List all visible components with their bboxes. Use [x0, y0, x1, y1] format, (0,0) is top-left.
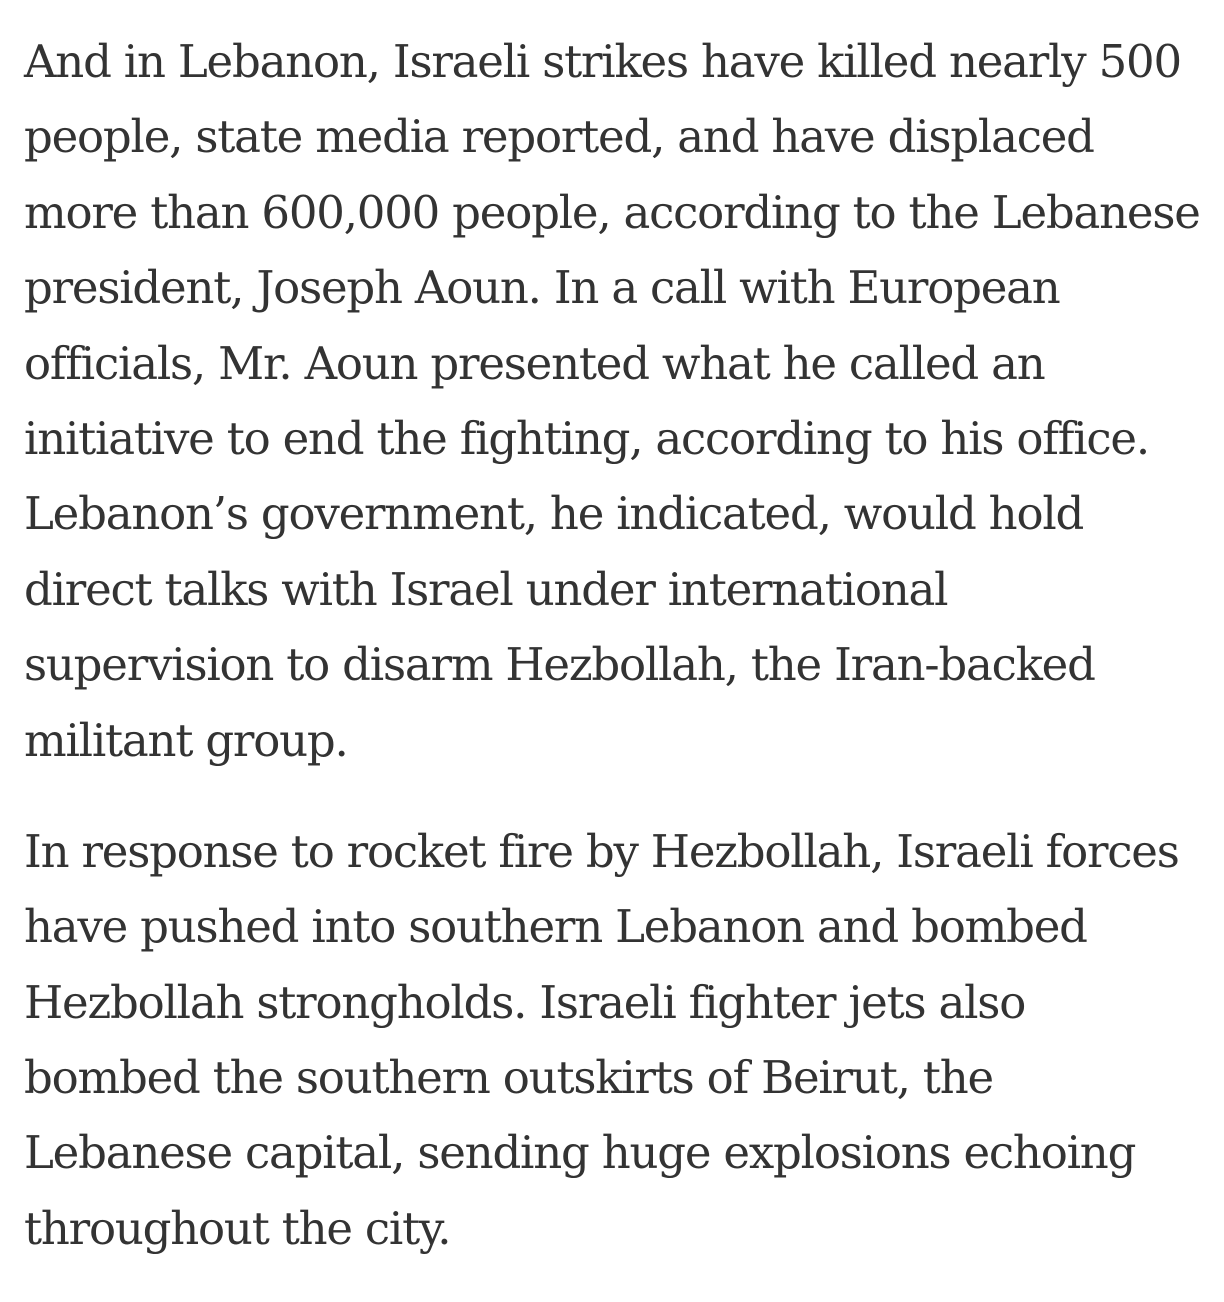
article-body	[24, 24, 1214, 1302]
paragraph-line: In response to rocket fire by Hezbollah, Israeli forces	[24, 824, 1179, 878]
paragraph-line: militant group.	[24, 713, 348, 767]
paragraph-line: people, state media reported, and have displaced	[24, 110, 1094, 164]
paragraph-line: president, Joseph Aoun. In a call with European	[24, 261, 1060, 315]
paragraph-line: throughout the city.	[24, 1201, 451, 1255]
paragraph-line: have pushed into southern Lebanon and bombed	[24, 900, 1087, 954]
paragraph-line: initiative to end the fighting, according to his office.	[24, 411, 1149, 465]
article-paragraph-2	[24, 814, 1214, 1266]
paragraph-line: direct talks with Israel under international	[24, 562, 948, 616]
paragraph-line: bombed the southern outskirts of Beirut, the	[24, 1051, 993, 1105]
paragraph-line: supervision to disarm Hezbollah, the Iran-backed	[24, 638, 1095, 692]
paragraph-line: Lebanese capital, sending huge explosions echoing	[24, 1126, 1136, 1180]
paragraph-line: And in Lebanon, Israeli strikes have killed nearly 500	[24, 35, 1181, 88]
article-paragraph-1	[24, 24, 1214, 778]
paragraph-line: Lebanon’s government, he indicated, would hold	[24, 487, 1084, 541]
paragraph-line: Hezbollah strongholds. Israeli fighter jets also	[24, 975, 1026, 1029]
paragraph-line: more than 600,000 people, according to the Lebanese	[24, 185, 1200, 239]
paragraph-line: officials, Mr. Aoun presented what he called an	[24, 336, 1045, 390]
